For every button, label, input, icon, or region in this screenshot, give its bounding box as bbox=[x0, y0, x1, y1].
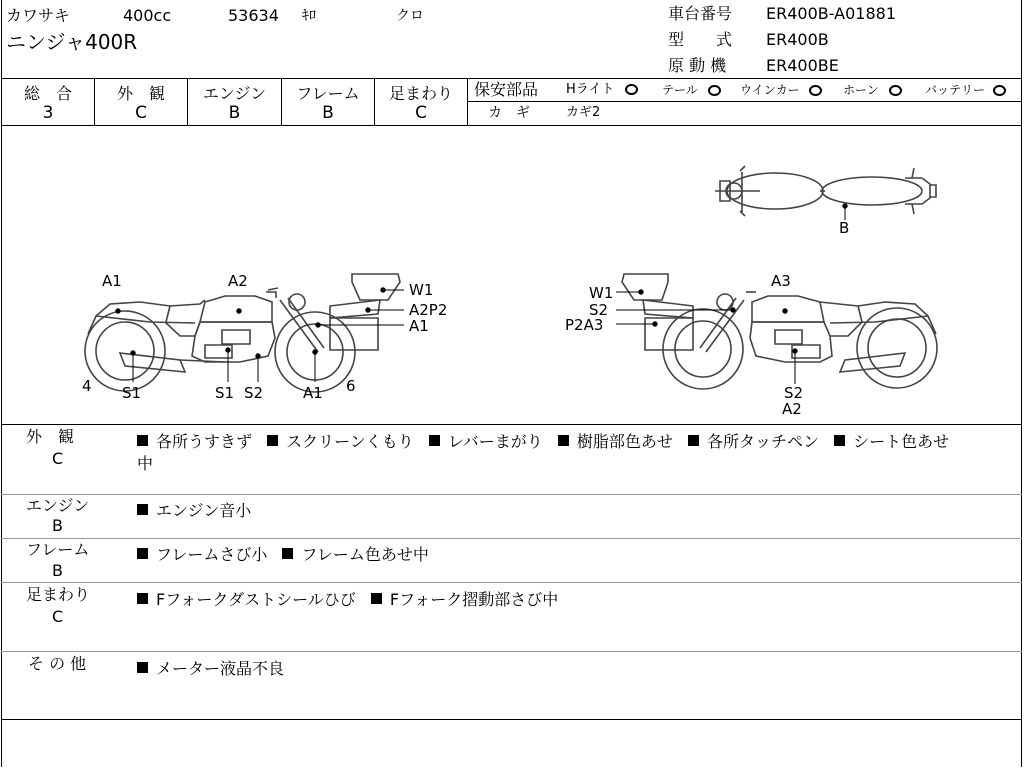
grade-label-frame: フレーム bbox=[296, 84, 360, 103]
damage-marker bbox=[116, 309, 120, 313]
remark-item: レバーまがり bbox=[447, 432, 543, 451]
safety-item-label: バッテリー bbox=[925, 83, 986, 97]
mileage: 53634 bbox=[228, 6, 279, 25]
model-name: ニンジャ400R bbox=[6, 30, 138, 54]
motorcycle-diagram bbox=[0, 126, 1024, 424]
key-value: カギ2 bbox=[566, 105, 601, 120]
grade-value-suspension: C bbox=[415, 103, 427, 123]
type-value: ER400B bbox=[766, 30, 829, 49]
remark-items bbox=[137, 542, 439, 565]
top-view-label: B bbox=[839, 219, 850, 237]
left-label: A2P2 bbox=[409, 301, 448, 319]
remark-category: 外 観 bbox=[26, 427, 75, 446]
remark-items bbox=[137, 498, 261, 521]
type-label: 型 式 bbox=[668, 30, 733, 49]
damage-marker bbox=[783, 309, 787, 313]
safety-label: 保安部品 bbox=[474, 80, 539, 99]
safety-item-label: ウインカー bbox=[740, 83, 800, 97]
safety-item-battery bbox=[925, 84, 1006, 96]
remark-item: フレーム色あせ中 bbox=[301, 545, 429, 564]
ok-circle-icon bbox=[708, 85, 721, 96]
remark-items bbox=[137, 656, 294, 679]
bullet-square-icon bbox=[558, 435, 569, 446]
divider bbox=[1, 78, 1022, 79]
divider bbox=[1, 538, 1022, 539]
remark-items bbox=[137, 587, 568, 610]
remark-category: 足まわり bbox=[26, 585, 91, 604]
engine-value: ER400BE bbox=[766, 56, 839, 75]
remark-item: Fフォークダストシールひび bbox=[156, 590, 356, 609]
bullet-square-icon bbox=[282, 548, 293, 559]
right-label: S2 bbox=[589, 301, 609, 319]
left-label: W1 bbox=[409, 281, 434, 299]
remark-item: メーター液晶不良 bbox=[156, 659, 285, 678]
right-label: W1 bbox=[589, 284, 614, 302]
bullet-square-icon bbox=[137, 593, 148, 604]
remark-items bbox=[137, 429, 959, 452]
grade-value-engine: B bbox=[228, 103, 241, 123]
right-label: P2A3 bbox=[565, 316, 604, 334]
remark-category: そ の 他 bbox=[28, 654, 87, 673]
key-label: カ ギ bbox=[488, 105, 530, 121]
remark-category: エンジン bbox=[26, 496, 90, 515]
ok-circle-icon bbox=[809, 85, 822, 96]
divider bbox=[1, 651, 1022, 652]
frame-no: ER400B-A01881 bbox=[766, 4, 897, 23]
damage-marker bbox=[237, 309, 241, 313]
left-label: A2 bbox=[228, 272, 248, 290]
grade-value-frame: B bbox=[322, 103, 334, 123]
bullet-square-icon bbox=[137, 662, 148, 673]
left-label: S2 bbox=[244, 384, 264, 402]
safety-item-horn bbox=[843, 84, 902, 96]
left-label: A1 bbox=[409, 317, 429, 335]
remark-item: エンジン音小 bbox=[156, 501, 252, 520]
displacement: 400cc bbox=[123, 6, 172, 25]
ok-circle-icon bbox=[993, 85, 1006, 96]
safety-item-headlight bbox=[566, 83, 638, 96]
grade-value-exterior: C bbox=[135, 103, 147, 123]
right-label: A3 bbox=[771, 272, 791, 290]
bullet-square-icon bbox=[137, 435, 148, 446]
left-label: S1 bbox=[215, 384, 235, 402]
left-label: A1 bbox=[102, 272, 122, 290]
remark-item: 各所タッチペン bbox=[706, 432, 819, 451]
top-view-bike-icon bbox=[715, 166, 936, 216]
safety-item-winker bbox=[740, 84, 822, 96]
ok-circle-icon bbox=[625, 84, 638, 95]
bullet-square-icon bbox=[429, 435, 440, 446]
remark-grade: C bbox=[52, 607, 64, 626]
grade-label-suspension: 足まわり bbox=[388, 84, 453, 103]
ok-circle-icon bbox=[889, 85, 902, 96]
divider bbox=[1, 494, 1022, 495]
safety-item-label: テール bbox=[662, 83, 698, 97]
bullet-square-icon bbox=[137, 504, 148, 515]
right-label: A2 bbox=[782, 400, 802, 418]
grade-label-engine: エンジン bbox=[202, 84, 267, 103]
divider bbox=[468, 101, 1022, 102]
bullet-square-icon bbox=[267, 435, 278, 446]
safety-item-label: Hライト bbox=[566, 82, 615, 97]
color: クロ bbox=[396, 8, 424, 24]
grade-label-overall: 総 合 bbox=[23, 84, 72, 103]
safety-item-tail bbox=[662, 84, 721, 96]
divider bbox=[1, 424, 1022, 425]
remark-grade: B bbox=[52, 561, 63, 580]
left-label: 6 bbox=[346, 377, 356, 395]
right-side-bike-icon bbox=[622, 274, 937, 389]
divider bbox=[1, 582, 1022, 583]
remark-item: 中 bbox=[137, 454, 154, 473]
mileage-unit: ｷﾛ bbox=[302, 8, 316, 24]
bullet-square-icon bbox=[688, 435, 699, 446]
safety-item-label: ホーン bbox=[843, 83, 879, 97]
bullet-square-icon bbox=[137, 548, 148, 559]
right-label: S2 bbox=[784, 384, 804, 402]
grade-value-overall: 3 bbox=[42, 103, 54, 123]
remark-grade: B bbox=[52, 516, 63, 535]
remark-category: フレーム bbox=[26, 540, 90, 559]
engine-label: 原 動 機 bbox=[668, 56, 727, 75]
grade-label-exterior: 外 観 bbox=[116, 84, 165, 103]
left-label: A1 bbox=[303, 384, 323, 402]
remark-item: スクリーンくもり bbox=[286, 432, 414, 451]
left-label: 4 bbox=[82, 377, 92, 395]
frame-no-label: 車台番号 bbox=[668, 4, 733, 23]
remark-item: 樹脂部色あせ bbox=[576, 432, 673, 451]
left-label: S1 bbox=[122, 384, 142, 402]
remark-grade: C bbox=[52, 449, 64, 468]
remark-item: フレームさび小 bbox=[156, 545, 268, 564]
divider bbox=[467, 78, 468, 125]
bullet-square-icon bbox=[371, 593, 382, 604]
remark-item: Fフォーク摺動部さび中 bbox=[389, 590, 559, 609]
remark-item: シート色あせ bbox=[853, 432, 950, 451]
remark-item: 各所うすきず bbox=[156, 432, 253, 451]
maker: カワサキ bbox=[6, 6, 71, 25]
divider bbox=[1, 719, 1022, 720]
bullet-square-icon bbox=[834, 435, 845, 446]
